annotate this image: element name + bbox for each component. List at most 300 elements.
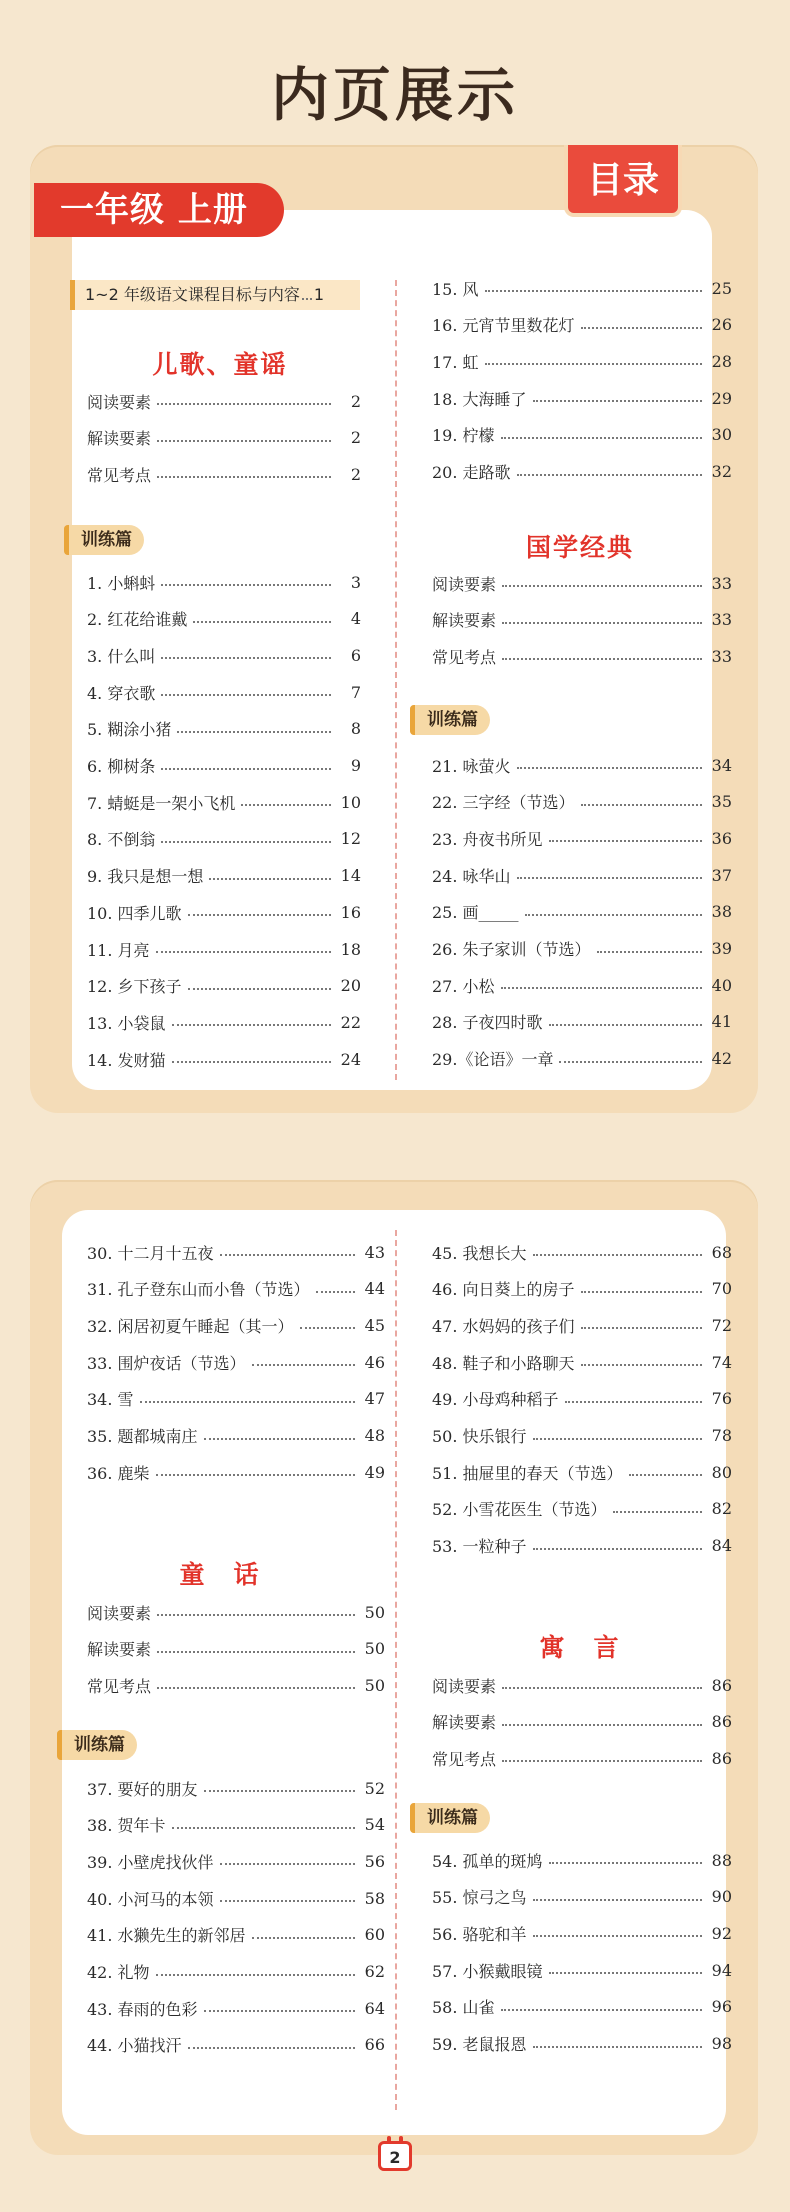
leader-dots [177, 731, 331, 733]
toc-entry-title: 13. 小袋鼠 [87, 1013, 166, 1033]
leader-dots [549, 840, 702, 842]
toc-card-1 [30, 145, 758, 1113]
leader-dots [502, 622, 702, 624]
toc-entry-title: 常见考点 [87, 465, 152, 485]
toc-entry[interactable] [432, 380, 732, 416]
toc-entry-title: 59. 老鼠报恩 [432, 2035, 527, 2054]
toc-entry[interactable] [432, 1740, 732, 1776]
leader-dots [581, 1327, 702, 1329]
toc-entry[interactable] [87, 1594, 385, 1630]
toc-entry-page: 46 [364, 1352, 385, 1372]
leader-dots [161, 841, 331, 843]
leader-dots [597, 951, 702, 953]
toc-entry-page: 49 [364, 1462, 385, 1482]
toc-entry[interactable] [87, 2027, 385, 2063]
leader-dots [161, 584, 331, 586]
leader-dots [517, 767, 702, 769]
toc-entry-title: 阅读要素 [432, 1676, 497, 1696]
toc-entry-page: 26 [711, 315, 732, 335]
toc-entry-title: 常见考点 [87, 1676, 152, 1696]
toc-entry-title: 阅读要素 [87, 392, 152, 412]
toc-entry[interactable] [87, 1880, 385, 1916]
leader-dots [559, 1061, 702, 1063]
column-divider [395, 280, 397, 1080]
leader-dots [517, 474, 702, 476]
toc-entry-page: 60 [364, 1925, 385, 1945]
toc-entry-page: 40 [711, 975, 732, 995]
toc-entry[interactable] [432, 747, 732, 783]
leader-dots [533, 2046, 702, 2048]
toc-entry-page: 24 [340, 1049, 361, 1069]
toc-entry[interactable] [87, 1807, 385, 1843]
leader-dots [156, 1974, 355, 1976]
training-tag: 训练篇 [64, 525, 144, 555]
leader-dots [581, 804, 702, 806]
toc-entry-page: 29 [711, 388, 732, 408]
toc-entry[interactable] [432, 1915, 732, 1951]
toc-entry[interactable] [432, 1879, 732, 1915]
toc-entry-page: 36 [711, 828, 732, 848]
grade-tab: 一年级 上册 [34, 183, 284, 237]
toc-entry-title: 19. 柠檬 [432, 426, 495, 446]
toc-entry-page: 33 [711, 573, 732, 593]
leader-dots [157, 440, 331, 442]
toc-entry-page: 70 [711, 1279, 732, 1299]
toc-entry-page: 76 [711, 1389, 732, 1409]
toc-entry[interactable] [87, 858, 361, 894]
toc-entry-title: 40. 小河马的本领 [87, 1889, 214, 1909]
toc-entry-page: 41 [711, 1012, 732, 1032]
toc-entry-title: 25. 画_____ [432, 903, 519, 923]
toc-entry-title: 5. 糊涂小猪 [87, 720, 172, 740]
toc-entry[interactable] [432, 1842, 732, 1878]
toc-entry-title: 4. 穿衣歌 [87, 683, 156, 703]
toc-entry[interactable] [432, 894, 732, 930]
toc-entry[interactable] [87, 1307, 385, 1343]
toc-entry-page: 12 [340, 829, 361, 849]
toc-entry-title: 28. 子夜四时歌 [432, 1013, 543, 1033]
toc-entry-page: 2 [350, 391, 361, 411]
leader-dots [581, 1291, 702, 1293]
toc-entry-page: 82 [711, 1499, 732, 1519]
toc-entry-title: 2. 红花给谁戴 [87, 610, 188, 630]
toc-entry-title: 35. 题都城南庄 [87, 1427, 198, 1446]
leader-dots [581, 327, 702, 329]
toc-entry-page: 50 [364, 1602, 385, 1622]
toc-entry-page: 38 [711, 902, 732, 922]
toc-entry-title: 阅读要素 [432, 574, 497, 594]
toc-entry[interactable] [87, 456, 361, 492]
toc-entry-title: 18. 大海睡了 [432, 389, 527, 409]
toc-entry-title: 58. 山雀 [432, 1998, 495, 2018]
toc-entry-title: 解读要素 [87, 429, 152, 449]
toc-entry[interactable] [432, 417, 732, 453]
toc-entry[interactable] [87, 968, 361, 1004]
toc-entry[interactable] [87, 674, 361, 710]
leader-dots [629, 1474, 702, 1476]
toc-entry-title: 56. 骆驼和羊 [432, 1924, 527, 1944]
toc-entry-page: 44 [364, 1279, 385, 1299]
toc-entry-page: 2 [350, 464, 361, 484]
toc-entry-page: 33 [711, 646, 732, 666]
leader-dots [157, 403, 331, 405]
leader-dots [533, 1548, 702, 1550]
toc-entry-title: 57. 小猴戴眼镜 [432, 1961, 543, 1981]
toc-entry-page: 22 [340, 1012, 361, 1032]
leader-dots [220, 1254, 355, 1256]
toc-entry-page: 64 [364, 1998, 385, 2018]
leader-dots [188, 914, 331, 916]
toc-entry[interactable] [432, 638, 732, 674]
toc-entry-page: 56 [364, 1851, 385, 1871]
toc-entry[interactable] [432, 270, 732, 306]
leader-dots [302, 298, 312, 300]
toc-entry-title: 8. 不倒翁 [87, 830, 156, 850]
toc-entry[interactable] [87, 1381, 385, 1417]
toc-entry-page: 6 [350, 645, 361, 665]
toc-entry-title: 52. 小雪花医生（节选） [432, 1500, 607, 1520]
toc-entry-title: 10. 四季儿歌 [87, 903, 182, 923]
toc-badge: 目录 [564, 145, 682, 217]
section-title-classics: 国学经典 [525, 533, 634, 562]
leader-dots [316, 1291, 355, 1293]
leader-dots [172, 1827, 355, 1829]
toc-entry-title: 48. 鞋子和小路聊天 [432, 1353, 575, 1373]
toc-entry-page: 34 [711, 755, 732, 775]
leader-dots [204, 2010, 355, 2012]
toc-entry-page: 74 [711, 1352, 732, 1372]
toc-entry-title: 14. 发财猫 [87, 1050, 166, 1070]
toc-entry-page: 3 [350, 572, 361, 592]
toc-entry[interactable] [87, 564, 361, 600]
toc-entry-title: 38. 贺年卡 [87, 1816, 166, 1836]
toc-entry-title: 16. 元宵节里数花灯 [432, 316, 575, 336]
leader-dots [502, 1687, 702, 1689]
toc-entry[interactable] [432, 454, 732, 490]
leader-dots [188, 2047, 355, 2049]
toc-entry[interactable] [87, 1667, 385, 1703]
toc-entry-page: 66 [364, 2035, 385, 2055]
leader-dots [565, 1401, 702, 1403]
toc-entry-title: 1. 小蝌蚪 [87, 573, 156, 593]
leader-dots [501, 987, 702, 989]
toc-entry-title: 34. 雪 [87, 1390, 134, 1410]
section-title-fairy: 童 话 [179, 1560, 261, 1589]
toc-entry-page: 20 [340, 976, 361, 996]
toc-entry-title: 33. 围炉夜话（节选） [87, 1353, 246, 1373]
toc-entry-page: 84 [711, 1536, 732, 1556]
toc-entry[interactable] [432, 967, 732, 1003]
leader-dots [204, 1438, 355, 1440]
toc-entry-page: 33 [711, 610, 732, 630]
toc-entry[interactable] [87, 1234, 385, 1270]
toc-entry-title: 解读要素 [432, 611, 497, 631]
toc-entry[interactable] [432, 1041, 732, 1077]
leader-dots [501, 437, 702, 439]
toc-entry-title: 45. 我想长大 [432, 1243, 527, 1263]
toc-entry[interactable] [87, 1843, 385, 1879]
toc-entry-title: 54. 孤单的斑鸠 [432, 1851, 543, 1871]
toc-entry-page: 98 [711, 2034, 732, 2053]
toc-entry-page: 37 [711, 865, 732, 885]
toc-entry-title: 11. 月亮 [87, 940, 150, 960]
toc-entry-page: 16 [340, 902, 361, 922]
leader-dots [485, 363, 702, 365]
toc-entry-page: 10 [340, 792, 361, 812]
toc-entry-page: 94 [711, 1960, 732, 1980]
toc-entry-page: 50 [364, 1675, 385, 1695]
toc-entry-page: 96 [711, 1997, 732, 2017]
toc-entry-title: 46. 向日葵上的房子 [432, 1280, 575, 1300]
toc-entry[interactable] [87, 1344, 385, 1380]
leader-dots [533, 1254, 702, 1256]
toc-entry-page: 4 [350, 609, 361, 629]
toc-entry-page: 78 [711, 1426, 732, 1445]
toc-entry-title: 15. 风 [432, 279, 479, 299]
leader-dots [193, 621, 331, 623]
toc-entry[interactable] [432, 1418, 732, 1454]
toc-entry-title: 阅读要素 [87, 1603, 152, 1623]
toc-entry[interactable] [87, 894, 361, 930]
toc-entry-title: 49. 小母鸡种稻子 [432, 1390, 559, 1410]
toc-entry-title: 常见考点 [432, 1749, 497, 1769]
toc-entry-page: 35 [711, 792, 732, 812]
toc-entry-title: 39. 小壁虎找伙伴 [87, 1852, 214, 1872]
leader-dots [188, 988, 331, 990]
toc-entry[interactable] [87, 821, 361, 857]
toc-entry-page: 7 [350, 682, 361, 702]
toc-entry-page: 58 [364, 1888, 385, 1908]
toc-entry[interactable] [432, 1989, 732, 2025]
leader-dots [549, 1862, 702, 1864]
toc-entry-page: 90 [711, 1887, 732, 1907]
leader-dots [252, 1364, 355, 1366]
page-number: 2 [378, 2141, 412, 2171]
toc-entry-page: 2 [350, 428, 361, 448]
training-tag: 训练篇 [57, 1730, 137, 1760]
toc-entry-title: 22. 三字经（节选） [432, 793, 575, 813]
toc-entry[interactable] [87, 1770, 385, 1806]
leader-dots [140, 1401, 355, 1403]
toc-entry[interactable] [432, 1454, 732, 1490]
toc-entry[interactable] [87, 420, 361, 456]
toc-entry[interactable] [432, 784, 732, 820]
toc-entry-page: 42 [711, 1049, 732, 1069]
toc-entry[interactable] [87, 1041, 361, 1077]
toc-entry-title: 17. 虹 [432, 352, 479, 372]
toc-entry-title: 26. 朱子家训（节选） [432, 940, 591, 959]
toc-entry-title: 6. 柳树条 [87, 757, 156, 776]
leader-dots [300, 1327, 355, 1329]
toc-entry-title: 3. 什么叫 [87, 646, 156, 666]
toc-entry[interactable] [87, 1454, 385, 1490]
toc-entry[interactable] [432, 1271, 732, 1307]
toc-entry-page: 80 [711, 1462, 732, 1482]
toc-entry-page: 48 [364, 1426, 385, 1445]
toc-entry-page: 92 [711, 1923, 732, 1943]
toc-entry[interactable] [87, 1631, 385, 1667]
toc-entry[interactable] [87, 383, 361, 419]
leader-dots [172, 1061, 331, 1063]
leader-dots [220, 1863, 355, 1865]
toc-entry-page: 72 [711, 1315, 732, 1335]
leader-dots [156, 951, 331, 953]
leader-dots [161, 768, 331, 770]
toc-entry-page: 52 [364, 1778, 385, 1798]
leader-dots [502, 658, 702, 660]
leader-dots [502, 1760, 702, 1762]
toc-entry-title: 43. 春雨的色彩 [87, 1999, 198, 2019]
section-title-rhymes: 儿歌、童谣 [152, 350, 288, 379]
toc-entry[interactable] [87, 931, 361, 967]
toc-entry-page: 9 [350, 756, 361, 775]
toc-entry-title: 7. 蜻蜓是一架小飞机 [87, 793, 236, 813]
leader-dots [209, 878, 331, 880]
toc-entry-title: 31. 孔子登东山而小鲁（节选） [87, 1280, 310, 1300]
leader-dots [549, 1972, 702, 1974]
toc-entry[interactable] [432, 1381, 732, 1417]
toc-entry-page: 43 [364, 1242, 385, 1262]
training-tag: 训练篇 [410, 705, 490, 735]
toc-entry-title: 21. 咏萤火 [432, 756, 511, 776]
toc-entry[interactable] [432, 1704, 732, 1740]
leader-dots [157, 1614, 355, 1616]
toc-entry-title: 23. 舟夜书所见 [432, 829, 543, 849]
goal-bar[interactable] [70, 280, 360, 310]
leader-dots [156, 1474, 355, 1476]
toc-entry[interactable] [432, 565, 732, 601]
toc-entry-title: 42. 礼物 [87, 1963, 150, 1982]
toc-entry[interactable] [87, 711, 361, 747]
toc-entry[interactable] [432, 343, 732, 379]
toc-entry[interactable] [87, 637, 361, 673]
toc-entry[interactable] [432, 1234, 732, 1270]
section-title-fables: 寓 言 [539, 1633, 621, 1662]
leader-dots [157, 1651, 355, 1653]
toc-entry[interactable] [87, 601, 361, 637]
toc-entry-title: 47. 水妈妈的孩子们 [432, 1316, 575, 1336]
leader-dots [613, 1511, 702, 1513]
toc-entry-page: 18 [340, 939, 361, 959]
leader-dots [525, 914, 702, 916]
toc-entry-title: 30. 十二月十五夜 [87, 1243, 214, 1263]
leader-dots [502, 1724, 702, 1726]
leader-dots [581, 1364, 702, 1366]
toc-entry-title: 解读要素 [432, 1713, 497, 1733]
toc-entry-page: 14 [340, 866, 361, 886]
toc-entry[interactable] [432, 1307, 732, 1343]
leader-dots [172, 1024, 331, 1026]
toc-entry[interactable] [432, 931, 732, 967]
toc-entry-title: 解读要素 [87, 1640, 152, 1660]
toc-entry[interactable] [432, 1004, 732, 1040]
toc-entry[interactable] [432, 2026, 732, 2062]
toc-entry[interactable] [87, 1954, 385, 1990]
toc-entry-page: 68 [711, 1242, 732, 1262]
toc-entry-title: 20. 走路歌 [432, 463, 511, 482]
toc-entry-title: 常见考点 [432, 647, 497, 667]
toc-entry[interactable] [87, 1418, 385, 1454]
leader-dots [157, 1687, 355, 1689]
toc-entry[interactable] [87, 1917, 385, 1953]
leader-dots [252, 1937, 355, 1939]
toc-entry[interactable] [87, 784, 361, 820]
toc-entry-page: 62 [364, 1962, 385, 1981]
toc-entry-title: 53. 一粒种子 [432, 1537, 527, 1557]
toc-entry-title: 24. 咏华山 [432, 866, 511, 886]
toc-entry-title: 50. 快乐银行 [432, 1427, 527, 1446]
toc-entry-page: 30 [711, 425, 732, 445]
toc-entry[interactable] [432, 1528, 732, 1564]
toc-entry[interactable] [432, 1491, 732, 1527]
toc-entry-title: 29.《论语》一章 [432, 1050, 554, 1070]
leader-dots [204, 1790, 355, 1792]
toc-entry[interactable] [432, 820, 732, 856]
leader-dots [549, 1024, 702, 1026]
toc-entry-page: 45 [364, 1315, 385, 1335]
leader-dots [533, 1935, 702, 1937]
leader-dots [220, 1900, 355, 1902]
toc-entry[interactable] [87, 748, 361, 784]
toc-entry[interactable] [432, 1667, 732, 1703]
toc-entry[interactable] [87, 1990, 385, 2026]
toc-entry-page: 50 [364, 1639, 385, 1659]
toc-entry-page: 8 [350, 719, 361, 739]
toc-entry-page: 86 [711, 1675, 732, 1695]
toc-entry-title: 9. 我只是想一想 [87, 867, 204, 887]
toc-entry-page: 39 [711, 939, 732, 958]
toc-entry[interactable] [87, 1271, 385, 1307]
toc-entry[interactable] [432, 602, 732, 638]
leader-dots [241, 804, 331, 806]
toc-entry-page: 88 [711, 1850, 732, 1870]
toc-entry[interactable] [432, 1344, 732, 1380]
page-title: 内页展示 [270, 61, 519, 129]
leader-dots [485, 290, 702, 292]
leader-dots [502, 585, 702, 587]
toc-entry-title: 32. 闲居初夏午睡起（其一） [87, 1316, 294, 1336]
toc-entry-page: 54 [364, 1815, 385, 1835]
goal-page: 1 [313, 285, 325, 304]
toc-entry[interactable] [432, 1952, 732, 1988]
leader-dots [533, 400, 702, 402]
toc-entry-page: 47 [364, 1389, 385, 1409]
toc-entry-title: 27. 小松 [432, 976, 495, 996]
leader-dots [161, 657, 331, 659]
toc-entry-page: 32 [711, 462, 732, 481]
leader-dots [533, 1899, 702, 1901]
leader-dots [533, 1438, 702, 1440]
leader-dots [501, 2009, 702, 2011]
toc-entry-title: 36. 鹿柴 [87, 1463, 150, 1483]
column-divider [395, 1230, 397, 2110]
toc-entry[interactable] [87, 1004, 361, 1040]
toc-entry-title: 44. 小猫找汗 [87, 2036, 182, 2056]
leader-dots [517, 877, 702, 879]
leader-dots [161, 694, 331, 696]
toc-entry-page: 25 [711, 278, 732, 298]
training-tag: 训练篇 [410, 1803, 490, 1833]
toc-entry-title: 12. 乡下孩子 [87, 977, 182, 997]
toc-entry[interactable] [432, 857, 732, 893]
toc-entry-page: 86 [711, 1748, 732, 1768]
toc-entry-title: 41. 水獭先生的新邻居 [87, 1926, 246, 1946]
toc-entry[interactable] [432, 307, 732, 343]
toc-card-2 [30, 1180, 758, 2155]
toc-entry-page: 28 [711, 351, 732, 371]
toc-entry-title: 37. 要好的朋友 [87, 1779, 198, 1799]
goal-label: 1~2 年级语文课程目标与内容 [85, 285, 300, 304]
